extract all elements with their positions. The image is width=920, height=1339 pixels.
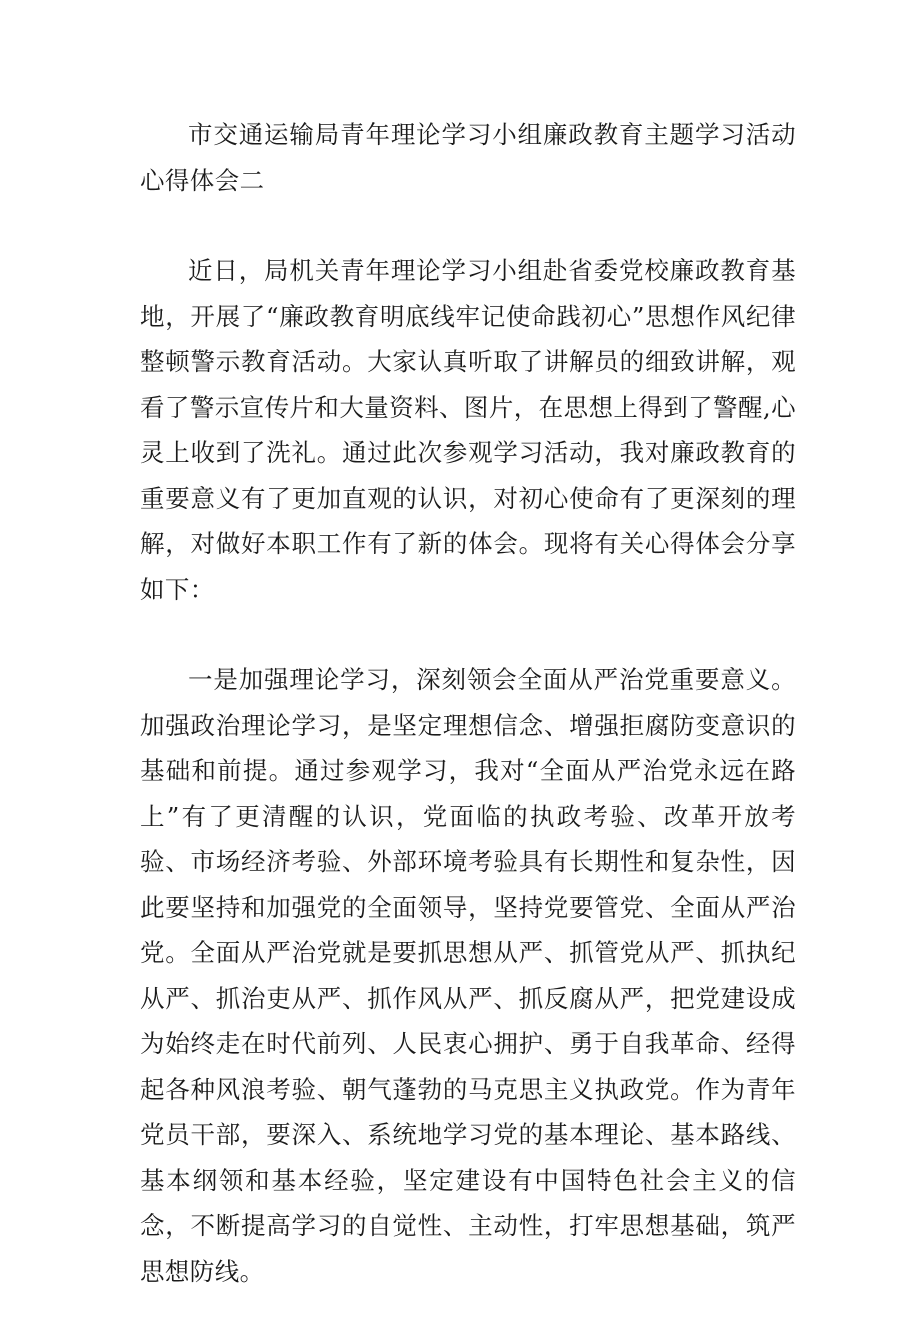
document-body <box>140 112 796 1339</box>
paragraph-intro: 近日，局机关青年理论学习小组赴省委党校廉政教育基地，开展了“廉政教育明底线牢记使命践初心”思想作风纪律整顿警示教育活动。大家认真听取了讲解员的细致讲解，观看了警示宣传片和大量资料、图片，在思想上得到了警醒,心灵上收到了洗礼。通过此次参观学习活动，我对廉政教育的重要意义有了更加直观的认识，对初心使命有了更深刻的理解，对做好本职工作有了新的体会。现将有关心得体会分享如下： <box>140 256 796 604</box>
document-title: 市交通运输局青年理论学习小组廉政教育主题学习活动心得体会二 <box>140 120 796 195</box>
paragraph-point-one: 一是加强理论学习，深刻领会全面从严治党重要意义。加强政治理论学习，是坚定理想信念、增强拒腐防变意识的基础和前提。通过参观学习，我对“全面从严治党永远在路上”有了更清醒的认识，党面临的执政考验、改革开放考验、市场经济考验、外部环境考验具有长期性和复杂性，因此要坚持和加强党的全面领导，坚持党要管党、全面从严治党。全面从严治党就是要抓思想从严、抓管党从严、抓执纪从严、抓治吏从严、抓作风从严、抓反腐从严，把党建设成为始终走在时代前列、人民衷心拥护、勇于自我革命、经得起各种风浪考验、朝气蓬勃的马克思主义执政党。作为青年党员干部，要深入、系统地学习党的基本理论、基本路线、基本纲领和基本经验，坚定建设有中国特色社会主义的信念，不断提高学习的自觉性、主动性，打牢思想基础，筑严思想防线。 <box>140 665 796 1286</box>
